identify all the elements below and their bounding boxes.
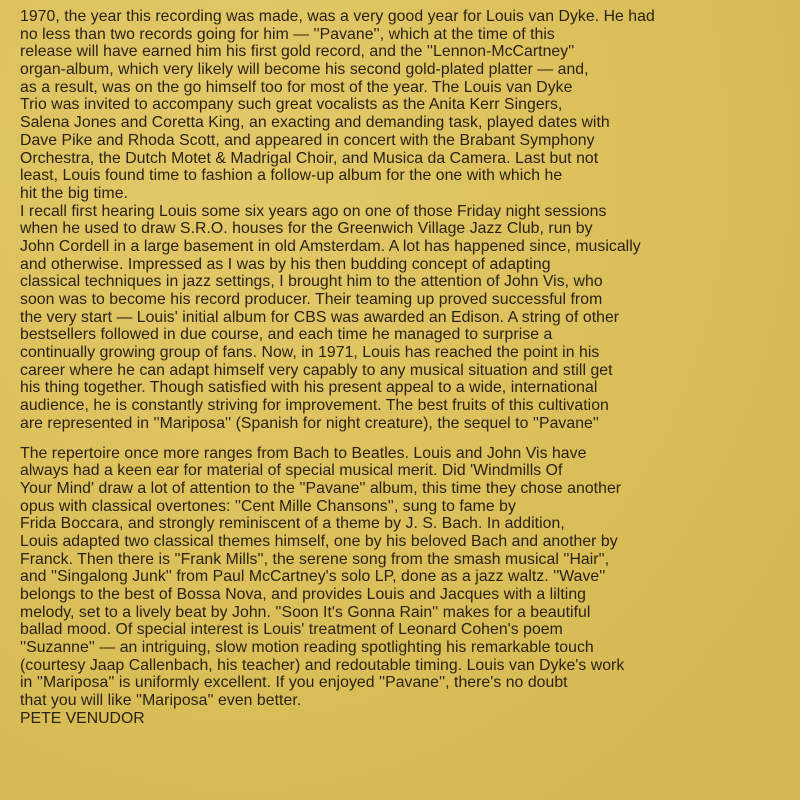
text-line: melody, set to a lively beat by John. ''Soon It's Gonna Rain'' makes for a beautiful <box>20 603 591 621</box>
text-line: I recall first hearing Louis some six years ago on one of those Friday night sessions <box>20 202 607 220</box>
text-line: belongs to the best of Bossa Nova, and provides Louis and Jacques with a lilting <box>20 586 587 603</box>
text-line: release will have earned him his first gold record, and the ''Lennon-McCartney'' <box>20 43 575 61</box>
text-line: opus with classical overtones: ''Cent Mille Chansons'', sung to fame by <box>20 497 516 515</box>
text-line: ''Suzanne'' — an intriguing, slow motion reading spotlighting his remarkable touch <box>20 639 594 657</box>
text-line: as a result, was on the go himself too for most of the year. The Louis van Dyke <box>20 78 573 96</box>
author-signature: PETE VENUDOR <box>20 709 145 727</box>
text-line: always had a keen ear for material of special musical merit. Did 'Windmills Of <box>20 462 563 480</box>
text-line: Dave Pike and Rhoda Scott, and appeared in concert with the Brabant Symphony <box>20 131 595 149</box>
text-line: ballad mood. Of special interest is Louis' treatment of Leonard Cohen's poem <box>20 621 563 639</box>
text-line: no less than two records going for him — ''Pavane'', which at the time of this <box>20 25 555 43</box>
text-line: audience, he is constantly striving for improvement. The best fruits of this cultivation <box>20 397 609 415</box>
text-line: career where he can adapt himself very capably to any musical situation and still get <box>20 361 613 379</box>
text-line: when he used to draw S.R.O. houses for the Greenwich Village Jazz Club, run by <box>20 220 593 238</box>
text-line: Your Mind' draw a lot of attention to the ''Pavane'' album, this time they chose another <box>20 479 622 497</box>
text-line: and otherwise. Impressed as I was by his then budding concept of adapting <box>20 255 551 273</box>
text-line: and ''Singalong Junk'' from Paul McCartney's solo LP, done as a jazz waltz. ''Wave'' <box>20 568 606 586</box>
paragraph-two <box>20 445 786 710</box>
text-line: are represented in ''Mariposa'' (Spanish for night creature), the sequel to ''Pavane'' <box>20 414 600 432</box>
text-line: Franck. Then there is ''Frank Mills'', the serene song from the smash musical ''Hair'', <box>20 550 610 568</box>
text-line: continually growing group of fans. Now, in 1971, Louis has reached the point in his <box>20 344 600 362</box>
text-line: Trio was invited to accompany such great vocalists as the Anita Kerr Singers, <box>20 96 563 114</box>
text-line: the very start — Louis' initial album for CBS was awarded an Edison. A string of other <box>20 308 620 326</box>
text-line: John Cordell in a large basement in old Amsterdam. A lot has happened since, musically <box>20 237 641 255</box>
text-line: Orchestra, the Dutch Motet & Madrigal Choir, and Musica da Camera. Last but not <box>20 149 599 167</box>
text-line: Frida Boccara, and strongly reminiscent of a theme by J. S. Bach. In addition, <box>20 515 565 533</box>
text-line: (courtesy Jaap Callenbach, his teacher) and redoutable timing. Louis van Dyke's work <box>20 656 625 674</box>
text-line: Louis adapted two classical themes himself, one by his beloved Bach and another by <box>20 532 618 550</box>
paragraph-one <box>20 8 786 433</box>
text-line: bestsellers followed in due course, and each time he managed to surprise a <box>20 326 553 344</box>
text-line: least, Louis found time to fashion a follow-up album for the one with which he <box>20 167 563 185</box>
text-line: The repertoire once more ranges from Bach to Beatles. Louis and John Vis have <box>20 444 587 462</box>
text-line: soon was to become his record producer. Their teaming up proved successful from <box>20 291 603 308</box>
text-line: his thing together. Though satisfied with his present appeal to a wide, international <box>20 379 598 397</box>
text-line: hit the big time. <box>20 184 128 202</box>
text-line: in ''Mariposa'' is uniformly excellent. If you enjoyed ''Pavane'', there's no doubt <box>20 674 568 692</box>
text-line: that you will like ''Mariposa'' even better. <box>20 692 302 710</box>
text-line: Salena Jones and Coretta King, an exacting and demanding task, played dates with <box>20 114 610 132</box>
text-line: organ-album, which very likely will become his second gold-plated platter — and, <box>20 61 589 79</box>
text-line: 1970, the year this recording was made, was a very good year for Louis van Dyke. He had <box>20 8 655 25</box>
text-line: classical techniques in jazz settings, I brought him to the attention of John Vis, who <box>20 273 603 291</box>
paragraph-gap <box>20 433 786 445</box>
